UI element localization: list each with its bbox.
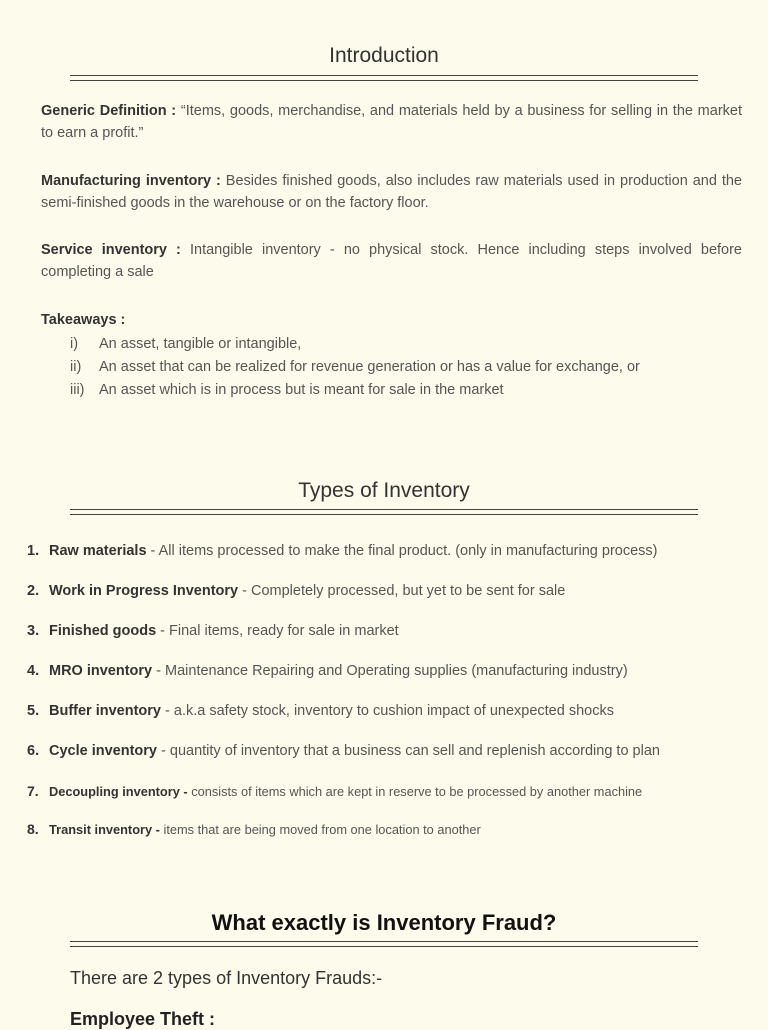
manufacturing-inventory-label: Manufacturing inventory :: [41, 173, 221, 189]
item-text: consists of items which are kept in reserve to be processed by another machine: [187, 784, 643, 799]
item-text: items that are being moved from one location to another: [159, 822, 481, 837]
inventory-type-item: [27, 543, 763, 559]
item-label: Cycle inventory: [49, 743, 157, 759]
takeaways-heading: [41, 309, 742, 331]
item-number: 3.: [27, 623, 40, 639]
manufacturing-inventory: [41, 170, 742, 214]
item-text: - a.k.a safety stock, inventory to cushion impact of unexpected shocks: [161, 703, 614, 719]
takeaway-text: An asset which is in process but is meant for sale in the market: [99, 382, 504, 398]
fraud-intro: There are 2 types of Inventory Frauds:-: [70, 968, 383, 988]
generic-definition-label: Generic Definition :: [41, 103, 177, 119]
takeaway-number: iii): [70, 382, 85, 398]
item-number: 5.: [27, 703, 40, 719]
inventory-type-item: [27, 821, 763, 837]
inventory-type-item: [27, 583, 763, 599]
item-number: 8.: [27, 821, 39, 837]
item-label: Transit inventory -: [49, 822, 160, 837]
inventory-type-item: [27, 663, 763, 679]
item-label: Finished goods: [49, 623, 157, 639]
item-number: 7.: [27, 783, 39, 799]
item-text: - Completely processed, but yet to be sent for sale: [238, 583, 566, 599]
takeaways-label: Takeaways :: [41, 312, 126, 328]
inventory-type-item: [27, 783, 763, 799]
takeaways-list: [70, 333, 750, 402]
item-text: - Final items, ready for sale in market: [156, 623, 399, 639]
generic-definition-text: “Items, goods, merchandise, and materials held by a business for selling in the market to earn a profit.”: [41, 103, 742, 141]
item-label: Decoupling inventory -: [49, 784, 188, 799]
types-title: Types of Inventory: [298, 479, 470, 502]
fraud-title-rule: [70, 941, 698, 947]
service-inventory-text: Intangible inventory - no physical stock. Hence including steps involved before completing a sale: [41, 242, 742, 280]
item-text: - quantity of inventory that a business can sell and replenish according to plan: [157, 743, 660, 759]
item-label: MRO inventory: [49, 663, 153, 679]
takeaway-text: An asset that can be realized for revenue generation or has a value for exchange, or: [99, 359, 640, 375]
item-number: 6.: [27, 743, 40, 759]
takeaway-item: [70, 333, 750, 356]
service-inventory: [41, 239, 742, 283]
takeaway-number: ii): [70, 359, 82, 375]
generic-definition: [41, 100, 742, 144]
introduction-title: Introduction: [329, 44, 439, 67]
employee-theft-heading: Employee Theft :: [70, 1009, 216, 1029]
inventory-type-item: [27, 703, 763, 719]
item-label: Raw materials: [49, 543, 147, 559]
takeaway-number: i): [70, 336, 79, 352]
item-label: Buffer inventory: [49, 703, 161, 719]
fraud-title: What exactly is Inventory Fraud?: [211, 910, 557, 935]
item-text: - All items processed to make the final product. (only in manufacturing process): [146, 543, 658, 559]
manufacturing-inventory-text: Besides finished goods, also includes raw materials used in production and the semi-finished goods in the warehouse or on the factory floor.: [41, 173, 742, 211]
inventory-type-item: [27, 623, 763, 639]
item-number: 1.: [27, 543, 40, 559]
takeaway-item: [70, 379, 750, 402]
item-number: 2.: [27, 583, 40, 599]
service-inventory-label: Service inventory :: [41, 242, 181, 258]
takeaway-item: [70, 356, 750, 379]
item-label: Work in Progress Inventory: [49, 583, 239, 599]
introduction-title-rule: [70, 75, 698, 81]
inventory-type-item: [27, 743, 763, 759]
item-number: 4.: [27, 663, 40, 679]
takeaway-text: An asset, tangible or intangible,: [99, 336, 302, 352]
item-text: - Maintenance Repairing and Operating supplies (manufacturing industry): [152, 663, 628, 679]
types-title-rule: [70, 509, 698, 515]
